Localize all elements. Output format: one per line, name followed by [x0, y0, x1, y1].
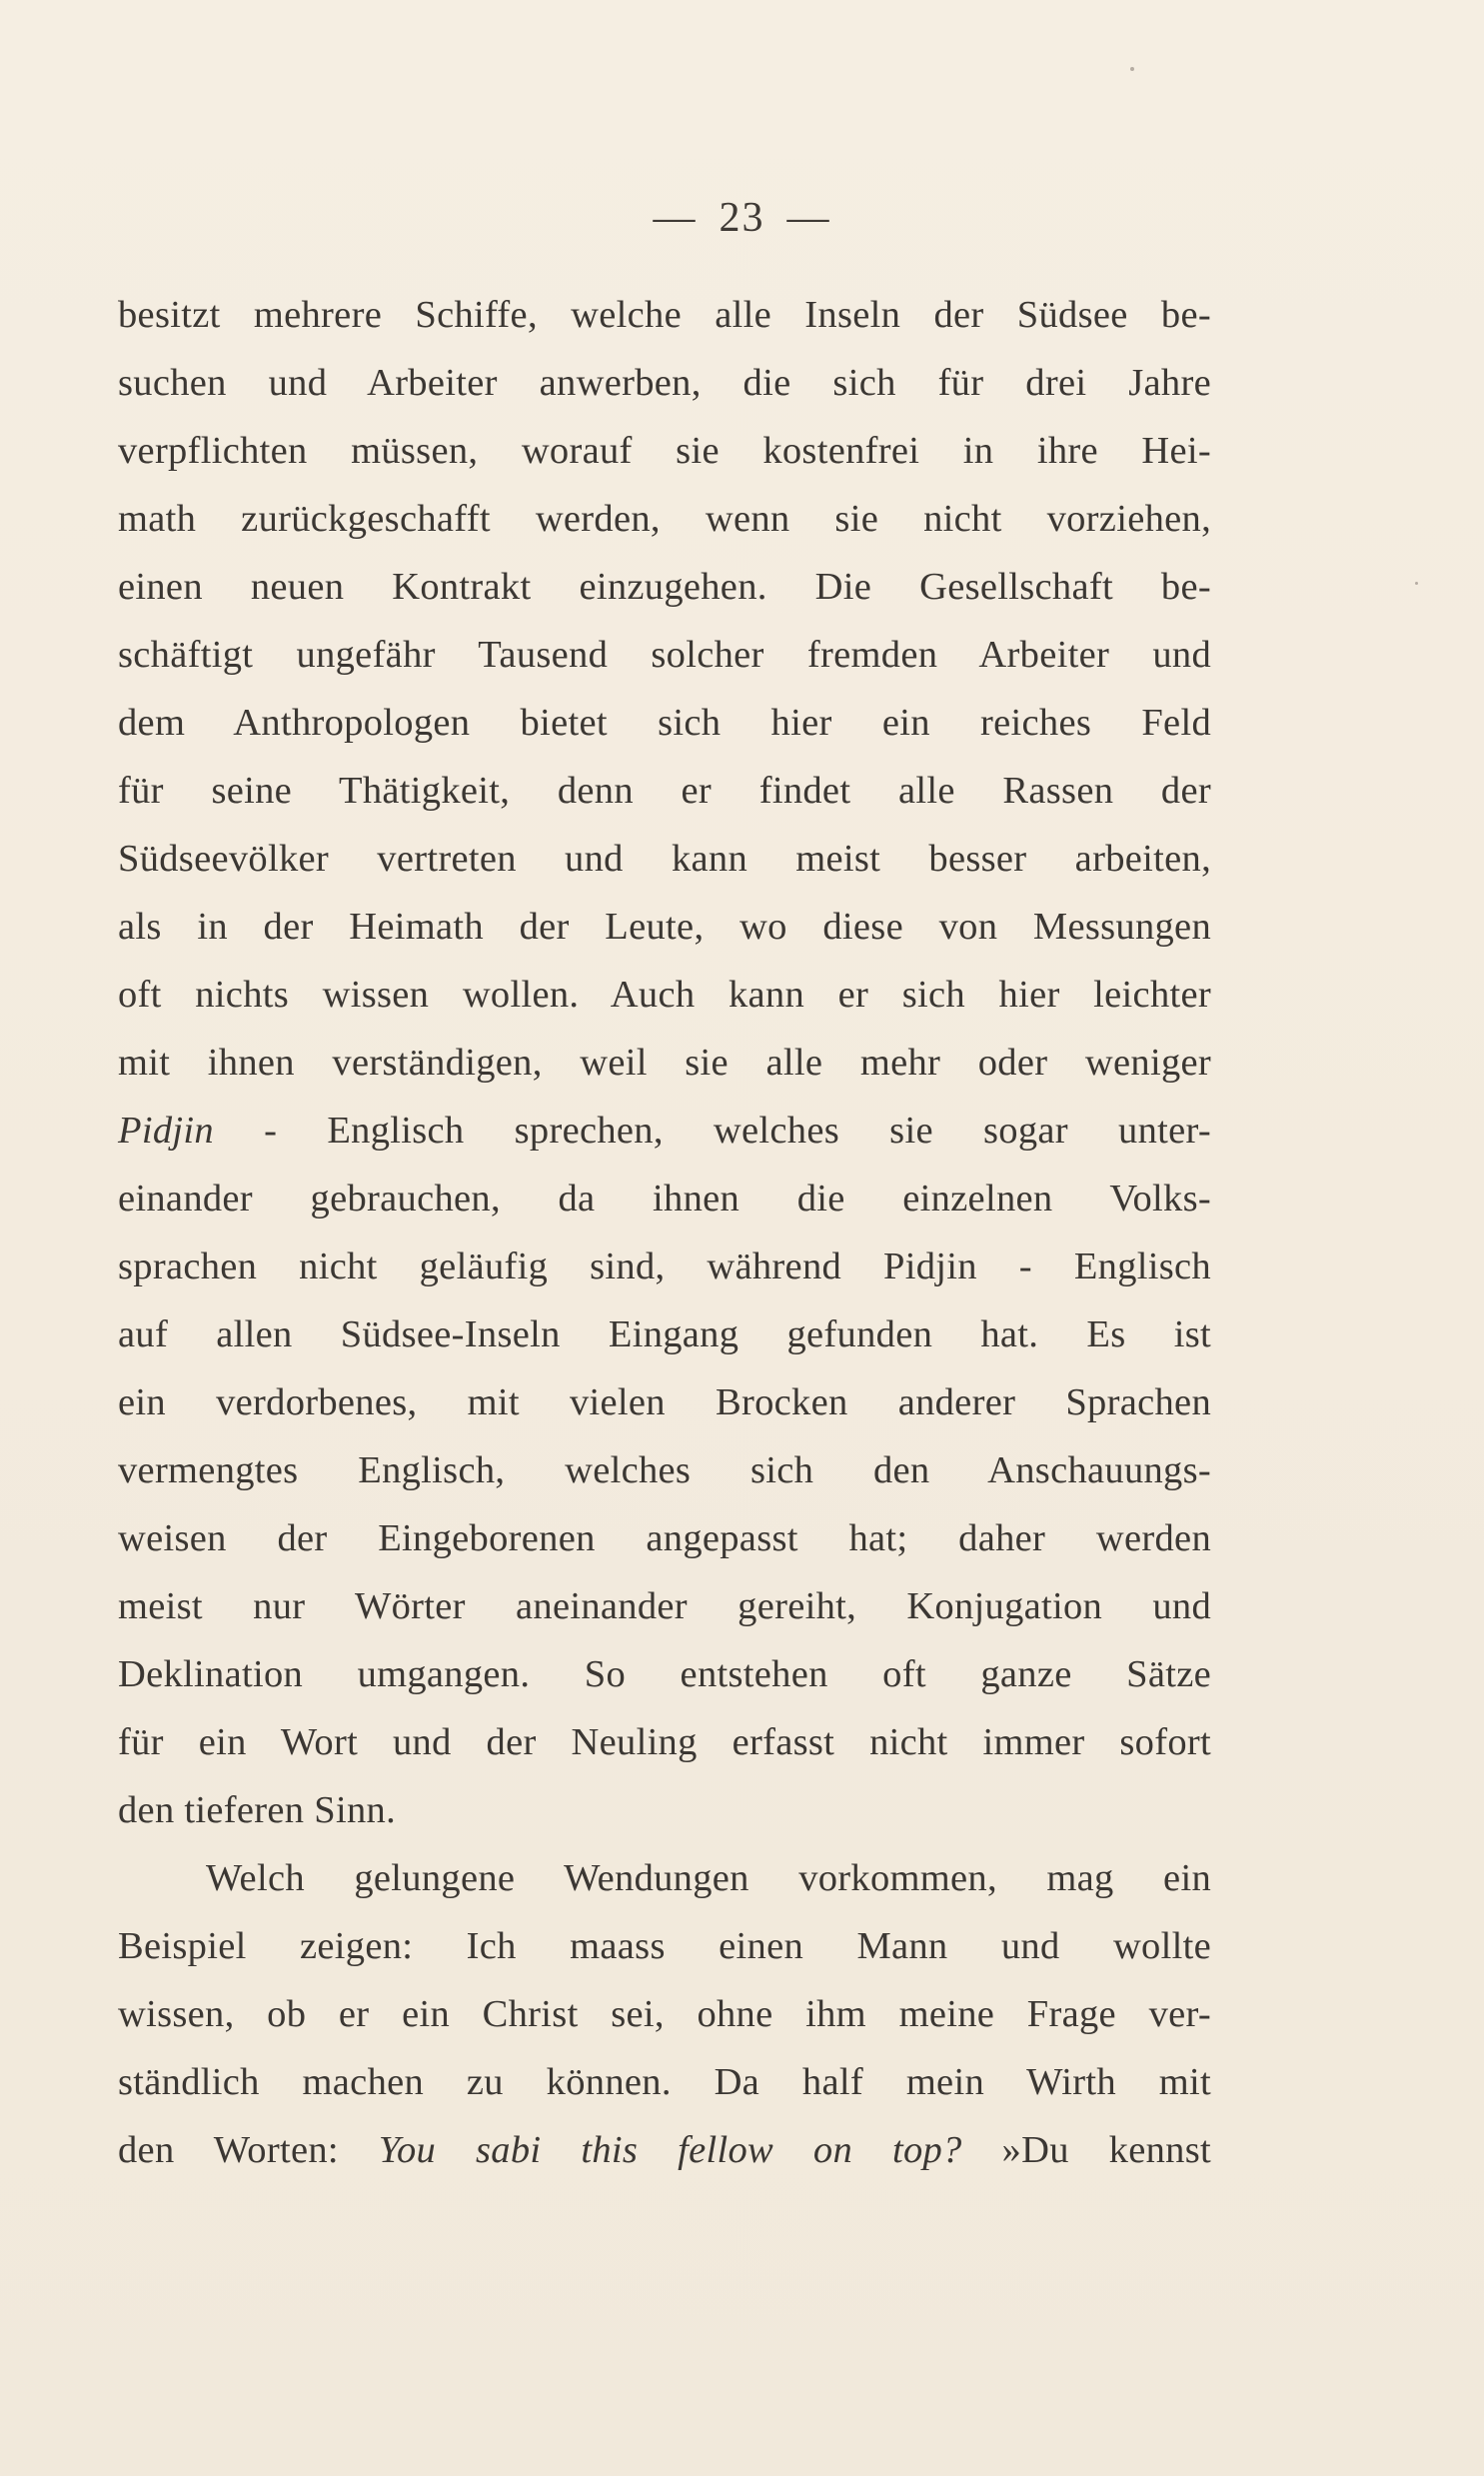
- text-line-pidjin: [118, 1097, 1211, 1165]
- text-line: math zurückgeschafft werden, wenn sie nicht vorziehen,: [118, 498, 1211, 540]
- text-line: sprachen nicht geläufig sind, während Pidjin - Englisch: [118, 1245, 1211, 1287]
- text-line: oft nichts wissen wollen. Auch kann er sich hier leichter: [118, 974, 1211, 1016]
- text-line: auf allen Südsee-Inseln Eingang gefunden hat. Es ist: [118, 1313, 1211, 1355]
- text-line: Beispiel zeigen: Ich maass einen Mann und wollte: [118, 1925, 1211, 1967]
- text-line: verpflichten müssen, worauf sie kostenfrei in ihre Hei-: [118, 430, 1211, 472]
- text-line-paragraph-start: Welch gelungene Wendungen vorkommen, mag ein: [206, 1857, 1211, 1899]
- header-dash-left: —: [653, 195, 698, 241]
- text-line: vermengtes Englisch, welches sich den Anschauungs-: [118, 1449, 1211, 1491]
- text-line-final: [118, 2116, 1211, 2184]
- text-line: als in der Heimath der Leute, wo diese von Messungen: [118, 906, 1211, 948]
- text-line: ein verdorbenes, mit vielen Brocken anderer Sprachen: [118, 1381, 1211, 1423]
- text-line: wissen, ob er ein Christ sei, ohne ihm meine Frage ver-: [118, 1993, 1211, 2035]
- text-line: Deklination umgangen. So entstehen oft ganze Sätze: [118, 1653, 1211, 1695]
- paper-speck: [1130, 67, 1134, 71]
- text-line: meist nur Wörter aneinander gereiht, Konjugation und: [118, 1585, 1211, 1627]
- text-line: schäftigt ungefähr Tausend solcher fremden Arbeiter und: [118, 634, 1211, 676]
- text-line: besitzt mehrere Schiffe, welche alle Inseln der Südsee be-: [118, 294, 1211, 336]
- page-number: 23: [719, 195, 765, 241]
- text-fragment: - Englisch sprechen, welches sie sogar unter-: [213, 1110, 1211, 1152]
- text-fragment: den Worten:: [118, 2129, 379, 2171]
- italic-term: Pidjin: [118, 1110, 214, 1152]
- text-line: ständlich machen zu können. Da half mein Wirth mit: [118, 2061, 1211, 2103]
- paper-speck: [1415, 582, 1418, 585]
- text-fragment: »Du kennst: [961, 2129, 1211, 2171]
- text-line: für seine Thätigkeit, denn er findet alle Rassen der: [118, 770, 1211, 812]
- text-line: für ein Wort und der Neuling erfasst nicht immer sofort: [118, 1721, 1211, 1763]
- text-line: dem Anthropologen bietet sich hier ein reiches Feld: [118, 702, 1211, 744]
- text-line: einander gebrauchen, da ihnen die einzelnen Volks-: [118, 1178, 1211, 1220]
- text-line-paragraph-end: den tieferen Sinn.: [118, 1789, 397, 1831]
- text-line: einen neuen Kontrakt einzugehen. Die Gesellschaft be-: [118, 566, 1211, 608]
- text-line: Südseevölker vertreten und kann meist besser arbeiten,: [118, 838, 1211, 880]
- body-text: [118, 281, 1211, 2184]
- text-line: suchen und Arbeiter anwerben, die sich für drei Jahre: [118, 362, 1211, 404]
- text-line: mit ihnen verständigen, weil sie alle mehr oder weniger: [118, 1042, 1211, 1084]
- header-dash-right: —: [786, 195, 831, 241]
- text-line: weisen der Eingeborenen angepasst hat; daher werden: [118, 1517, 1211, 1559]
- page-number-header: [0, 194, 1484, 242]
- italic-quote: You sabi this fellow on top?: [378, 2129, 962, 2171]
